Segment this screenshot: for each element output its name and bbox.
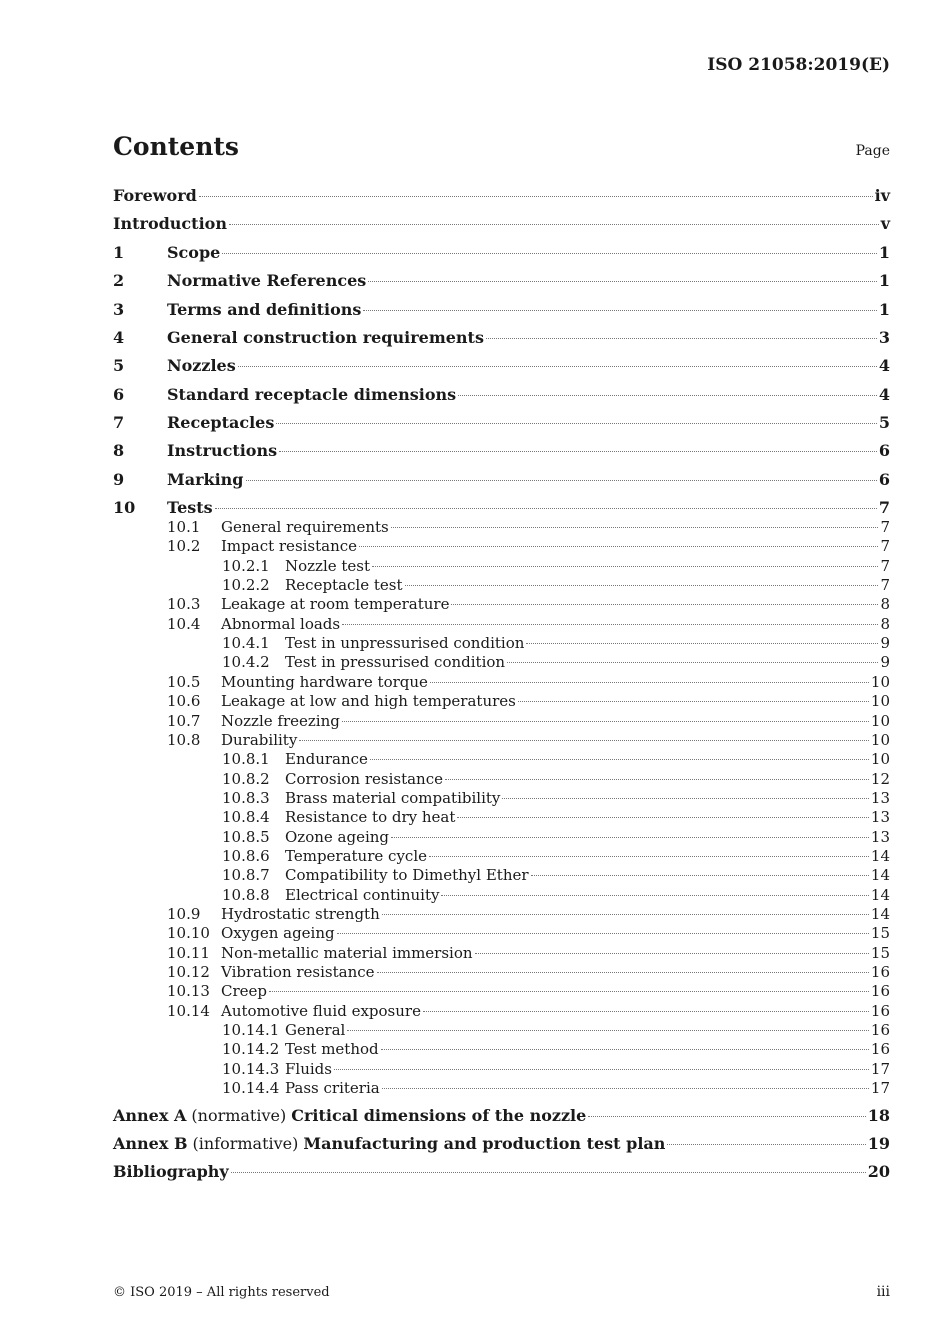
toc-section-page: 7 — [878, 498, 890, 517]
toc-subsection-title: Test in pressurised condition — [285, 653, 506, 671]
toc-subsection-title: Nozzle test — [285, 557, 371, 575]
toc-section-title: Instructions — [167, 441, 278, 460]
toc-subsection-number: 10.9 — [167, 905, 201, 923]
toc-section-page: 4 — [878, 385, 890, 404]
toc-subsection[interactable] — [113, 750, 890, 770]
annex-title: Manufacturing and production test plan — [303, 1134, 666, 1153]
toc-subsection-title: Corrosion resistance — [285, 770, 443, 788]
toc-subsection-title: Non-metallic material immersion — [221, 944, 473, 962]
leader-dots — [246, 480, 877, 481]
annex-kind: (normative) — [191, 1106, 287, 1125]
toc-section[interactable] — [113, 498, 890, 518]
toc-subsection-title: Vibration resistance — [221, 963, 375, 981]
toc-section-title: Nozzles — [167, 356, 236, 375]
toc-section[interactable] — [113, 328, 890, 348]
bibliography-title: Bibliography — [113, 1162, 229, 1181]
toc-section-title: Terms and definitions — [167, 300, 362, 319]
toc-subsection-page: 7 — [880, 518, 890, 536]
toc-subsection[interactable] — [113, 963, 890, 983]
toc-subsection-page: 10 — [870, 692, 890, 710]
toc-subsection-number: 10.8.1 — [222, 750, 270, 768]
toc-subsection[interactable] — [113, 905, 890, 925]
toc-subsection[interactable] — [113, 1079, 890, 1099]
leader-dots — [429, 856, 869, 857]
toc-section-title: Tests — [167, 498, 213, 517]
leader-dots — [391, 837, 869, 838]
toc-subsection[interactable] — [113, 1060, 890, 1080]
toc-section-page: 1 — [878, 300, 890, 319]
toc-bibliography[interactable] — [113, 1162, 890, 1182]
toc-section-page: 4 — [878, 356, 890, 375]
toc-subsection-title: Creep — [221, 982, 268, 1000]
toc-subsection-title: Brass material compatibility — [285, 789, 501, 807]
toc-section-page: 1 — [878, 271, 890, 290]
toc-subsection[interactable] — [113, 712, 890, 732]
toc-subsection[interactable] — [113, 692, 890, 712]
toc-subsection-title: Compatibility to Dimethyl Ether — [285, 866, 529, 884]
annex-kind: (informative) — [192, 1134, 299, 1153]
leader-dots — [441, 895, 868, 896]
leader-dots — [337, 933, 869, 934]
toc-subsection[interactable] — [113, 576, 890, 596]
toc-section[interactable] — [113, 243, 890, 263]
toc-subsection-number: 10.1 — [167, 518, 201, 536]
leader-dots — [347, 1030, 869, 1031]
leader-dots — [518, 701, 869, 702]
leader-dots — [238, 366, 877, 367]
toc-subsection-number: 10.14.2 — [222, 1040, 280, 1058]
toc-subsection[interactable] — [113, 982, 890, 1002]
leader-dots — [222, 253, 877, 254]
toc-entry-title: Introduction — [113, 214, 227, 233]
toc-subsection[interactable] — [113, 634, 890, 654]
copyright-notice: © ISO 2019 – All rights reserved — [113, 1285, 330, 1300]
leader-dots — [526, 643, 878, 644]
toc-section-number: 2 — [113, 271, 125, 290]
toc-subsection[interactable] — [113, 866, 890, 886]
toc-subsection-number: 10.13 — [167, 982, 210, 1000]
toc-subsection-title: Fluids — [285, 1060, 332, 1078]
toc-section-title: Receptacles — [167, 413, 275, 432]
leader-dots — [199, 196, 873, 197]
toc-subsection-page: 14 — [870, 847, 890, 865]
leader-dots — [430, 682, 869, 683]
toc-subsection-title: Electrical continuity — [285, 886, 440, 904]
toc-subsection-number: 10.2.2 — [222, 576, 270, 594]
toc-subsection-number: 10.8.6 — [222, 847, 270, 865]
toc-subsection-title: Ozone ageing — [285, 828, 390, 846]
leader-dots — [299, 740, 869, 741]
leader-dots — [502, 798, 869, 799]
toc-section[interactable] — [113, 300, 890, 320]
toc-entry[interactable] — [113, 186, 890, 206]
document-id: ISO 21058:2019(E) — [707, 55, 890, 75]
toc-section-number: 8 — [113, 441, 125, 460]
toc-section-page: 3 — [878, 328, 890, 347]
toc-subsection-page: 7 — [880, 557, 890, 575]
toc-section-number: 9 — [113, 470, 125, 489]
toc-subsection-title: General requirements — [221, 518, 389, 536]
toc-subsection-page: 10 — [870, 673, 890, 691]
toc-section-number: 7 — [113, 413, 125, 432]
leader-dots — [382, 914, 869, 915]
leader-dots — [451, 604, 878, 605]
toc-subsection-page: 13 — [870, 789, 890, 807]
toc-section-title: Normative References — [167, 271, 367, 290]
toc-section-number: 5 — [113, 356, 125, 375]
toc-subsection[interactable] — [113, 847, 890, 867]
annex-label: Annex B — [113, 1134, 188, 1153]
toc-subsection[interactable] — [113, 1002, 890, 1022]
toc-section[interactable] — [113, 385, 890, 405]
toc-subsection[interactable] — [113, 789, 890, 809]
toc-subsection-number: 10.4 — [167, 615, 201, 633]
leader-dots — [423, 1011, 869, 1012]
toc-section-number: 3 — [113, 300, 125, 319]
toc-subsection-number: 10.3 — [167, 595, 201, 613]
toc-subsection-page: 15 — [870, 944, 890, 962]
toc-entry-page: v — [880, 214, 890, 233]
toc-subsection[interactable] — [113, 557, 890, 577]
toc-subsection-title: Leakage at low and high temperatures — [221, 692, 516, 710]
toc-section-number: 4 — [113, 328, 125, 347]
toc-subsection-page: 7 — [880, 537, 890, 555]
toc-section[interactable] — [113, 441, 890, 461]
leader-dots — [457, 817, 869, 818]
leader-dots — [215, 508, 877, 509]
leader-dots — [445, 779, 869, 780]
toc-section[interactable] — [113, 413, 890, 433]
toc-section[interactable] — [113, 470, 890, 490]
leader-dots — [269, 991, 869, 992]
toc-subsection[interactable] — [113, 615, 890, 635]
toc-subsection-number: 10.8.4 — [222, 808, 270, 826]
page-column-label: Page — [855, 143, 890, 159]
leader-dots — [229, 224, 879, 225]
toc-subsection-number: 10.8.7 — [222, 866, 270, 884]
contents-title: Contents — [113, 132, 240, 161]
toc-subsection-page: 13 — [870, 808, 890, 826]
toc-subsection-page: 16 — [870, 963, 890, 981]
toc-subsection-title: Mounting hardware torque — [221, 673, 428, 691]
toc-subsection-title: General — [285, 1021, 346, 1039]
toc-subsection-number: 10.8.5 — [222, 828, 270, 846]
toc-subsection-number: 10.14.3 — [222, 1060, 280, 1078]
toc-section-page: 1 — [878, 243, 890, 262]
toc-subsection-page: 15 — [870, 924, 890, 942]
toc-subsection-number: 10.8.8 — [222, 886, 270, 904]
leader-dots — [342, 721, 869, 722]
toc-subsection-page: 13 — [870, 828, 890, 846]
leader-dots — [359, 546, 878, 547]
toc-section-page: 6 — [878, 441, 890, 460]
leader-dots — [391, 527, 879, 528]
toc-subsection-title: Test in unpressurised condition — [285, 634, 525, 652]
toc-subsection-title: Abnormal loads — [221, 615, 341, 633]
leader-dots — [370, 759, 869, 760]
toc-subsection[interactable] — [113, 1021, 890, 1041]
toc-subsection[interactable] — [113, 595, 890, 615]
toc-subsection[interactable] — [113, 886, 890, 906]
toc-section-number: 6 — [113, 385, 125, 404]
toc-section[interactable] — [113, 356, 890, 376]
toc-subsection-page: 14 — [870, 905, 890, 923]
bibliography-page: 20 — [867, 1162, 890, 1181]
toc-entry[interactable] — [113, 214, 890, 234]
toc-subsection-number: 10.12 — [167, 963, 210, 981]
toc-subsection-number: 10.14.1 — [222, 1021, 280, 1039]
leader-dots — [405, 585, 879, 586]
toc-subsection-page: 10 — [870, 712, 890, 730]
toc-subsection-page: 8 — [880, 595, 890, 613]
leader-dots — [458, 395, 877, 396]
toc-subsection-number: 10.8.2 — [222, 770, 270, 788]
toc-subsection-title: Endurance — [285, 750, 368, 768]
toc-subsection[interactable] — [113, 1040, 890, 1060]
toc-subsection-title: Oxygen ageing — [221, 924, 335, 942]
toc-subsection-number: 10.7 — [167, 712, 201, 730]
toc-subsection-page: 9 — [880, 653, 890, 671]
leader-dots — [377, 972, 869, 973]
toc-subsection-number: 10.14.4 — [222, 1079, 280, 1097]
toc-subsection-number: 10.6 — [167, 692, 201, 710]
leader-dots — [231, 1172, 866, 1173]
toc-subsection[interactable] — [113, 808, 890, 828]
toc-subsection-title: Receptacle test — [285, 576, 403, 594]
toc-subsection-page: 16 — [870, 982, 890, 1000]
toc-subsection-title: Leakage at room temperature — [221, 595, 450, 613]
toc-subsection-page: 17 — [870, 1079, 890, 1097]
toc-subsection[interactable] — [113, 828, 890, 848]
toc-section-number: 10 — [113, 498, 136, 517]
leader-dots — [276, 423, 877, 424]
leader-dots — [334, 1069, 869, 1070]
leader-dots — [486, 338, 877, 339]
toc-subsection-number: 10.10 — [167, 924, 210, 942]
leader-dots — [531, 875, 869, 876]
toc-subsection[interactable] — [113, 653, 890, 673]
leader-dots — [588, 1116, 865, 1117]
toc-subsection-number: 10.11 — [167, 944, 210, 962]
toc-subsection-number: 10.8.3 — [222, 789, 270, 807]
toc-annex[interactable] — [113, 1134, 890, 1154]
toc-subsection-page: 10 — [870, 731, 890, 749]
toc-subsection[interactable] — [113, 770, 890, 790]
toc-section-page: 5 — [878, 413, 890, 432]
leader-dots — [507, 662, 878, 663]
toc-section-title: Standard receptacle dimensions — [167, 385, 457, 404]
leader-dots — [279, 451, 877, 452]
leader-dots — [381, 1049, 869, 1050]
toc-subsection-title: Hydrostatic strength — [221, 905, 380, 923]
toc-subsection-title: Automotive fluid exposure — [221, 1002, 421, 1020]
leader-dots — [372, 566, 878, 567]
toc-section-number: 1 — [113, 243, 125, 262]
toc-subsection[interactable] — [113, 518, 890, 538]
leader-dots — [342, 624, 878, 625]
leader-dots — [475, 953, 869, 954]
toc-subsection-page: 17 — [870, 1060, 890, 1078]
toc-subsection-page: 8 — [880, 615, 890, 633]
toc-subsection-title: Temperature cycle — [285, 847, 427, 865]
toc-subsection-page: 16 — [870, 1021, 890, 1039]
toc-subsection[interactable] — [113, 731, 890, 751]
toc-subsection-title: Durability — [221, 731, 298, 749]
toc-subsection[interactable] — [113, 537, 890, 557]
annex-page: 18 — [867, 1106, 890, 1125]
toc-entry-title: Foreword — [113, 186, 197, 205]
toc-subsection-title: Impact resistance — [221, 537, 358, 555]
toc-subsection[interactable] — [113, 944, 890, 964]
toc-subsection-page: 12 — [870, 770, 890, 788]
page-number: iii — [876, 1284, 890, 1300]
toc-subsection[interactable] — [113, 924, 890, 944]
toc-subsection-page: 14 — [870, 866, 890, 884]
leader-dots — [363, 310, 876, 311]
annex-page: 19 — [867, 1134, 890, 1153]
toc-section-title: Marking — [167, 470, 244, 489]
leader-dots — [368, 281, 877, 282]
toc-subsection-page: 16 — [870, 1002, 890, 1020]
toc-section-title: Scope — [167, 243, 221, 262]
toc-subsection-number: 10.2.1 — [222, 557, 270, 575]
toc-subsection-page: 16 — [870, 1040, 890, 1058]
annex-label: Annex A — [113, 1106, 187, 1125]
toc-subsection-number: 10.2 — [167, 537, 201, 555]
toc-subsection-title: Pass criteria — [285, 1079, 380, 1097]
toc-subsection-page: 7 — [880, 576, 890, 594]
toc-subsection-page: 10 — [870, 750, 890, 768]
toc-section-page: 6 — [878, 470, 890, 489]
leader-dots — [667, 1144, 865, 1145]
toc-subsection-number: 10.4.2 — [222, 653, 270, 671]
toc-subsection[interactable] — [113, 673, 890, 693]
toc-subsection-number: 10.4.1 — [222, 634, 270, 652]
toc-annex[interactable] — [113, 1106, 890, 1126]
toc-subsection-number: 10.14 — [167, 1002, 210, 1020]
leader-dots — [382, 1088, 869, 1089]
toc-subsection-title: Nozzle freezing — [221, 712, 340, 730]
toc-subsection-page: 14 — [870, 886, 890, 904]
toc-subsection-page: 9 — [880, 634, 890, 652]
toc-section-title: General construction requirements — [167, 328, 484, 347]
toc-subsection-number: 10.8 — [167, 731, 201, 749]
toc-entry-page: iv — [874, 186, 890, 205]
toc-subsection-number: 10.5 — [167, 673, 201, 691]
toc-subsection-title: Resistance to dry heat — [285, 808, 456, 826]
toc-section[interactable] — [113, 271, 890, 291]
annex-title: Critical dimensions of the nozzle — [291, 1106, 587, 1125]
toc-subsection-title: Test method — [285, 1040, 379, 1058]
